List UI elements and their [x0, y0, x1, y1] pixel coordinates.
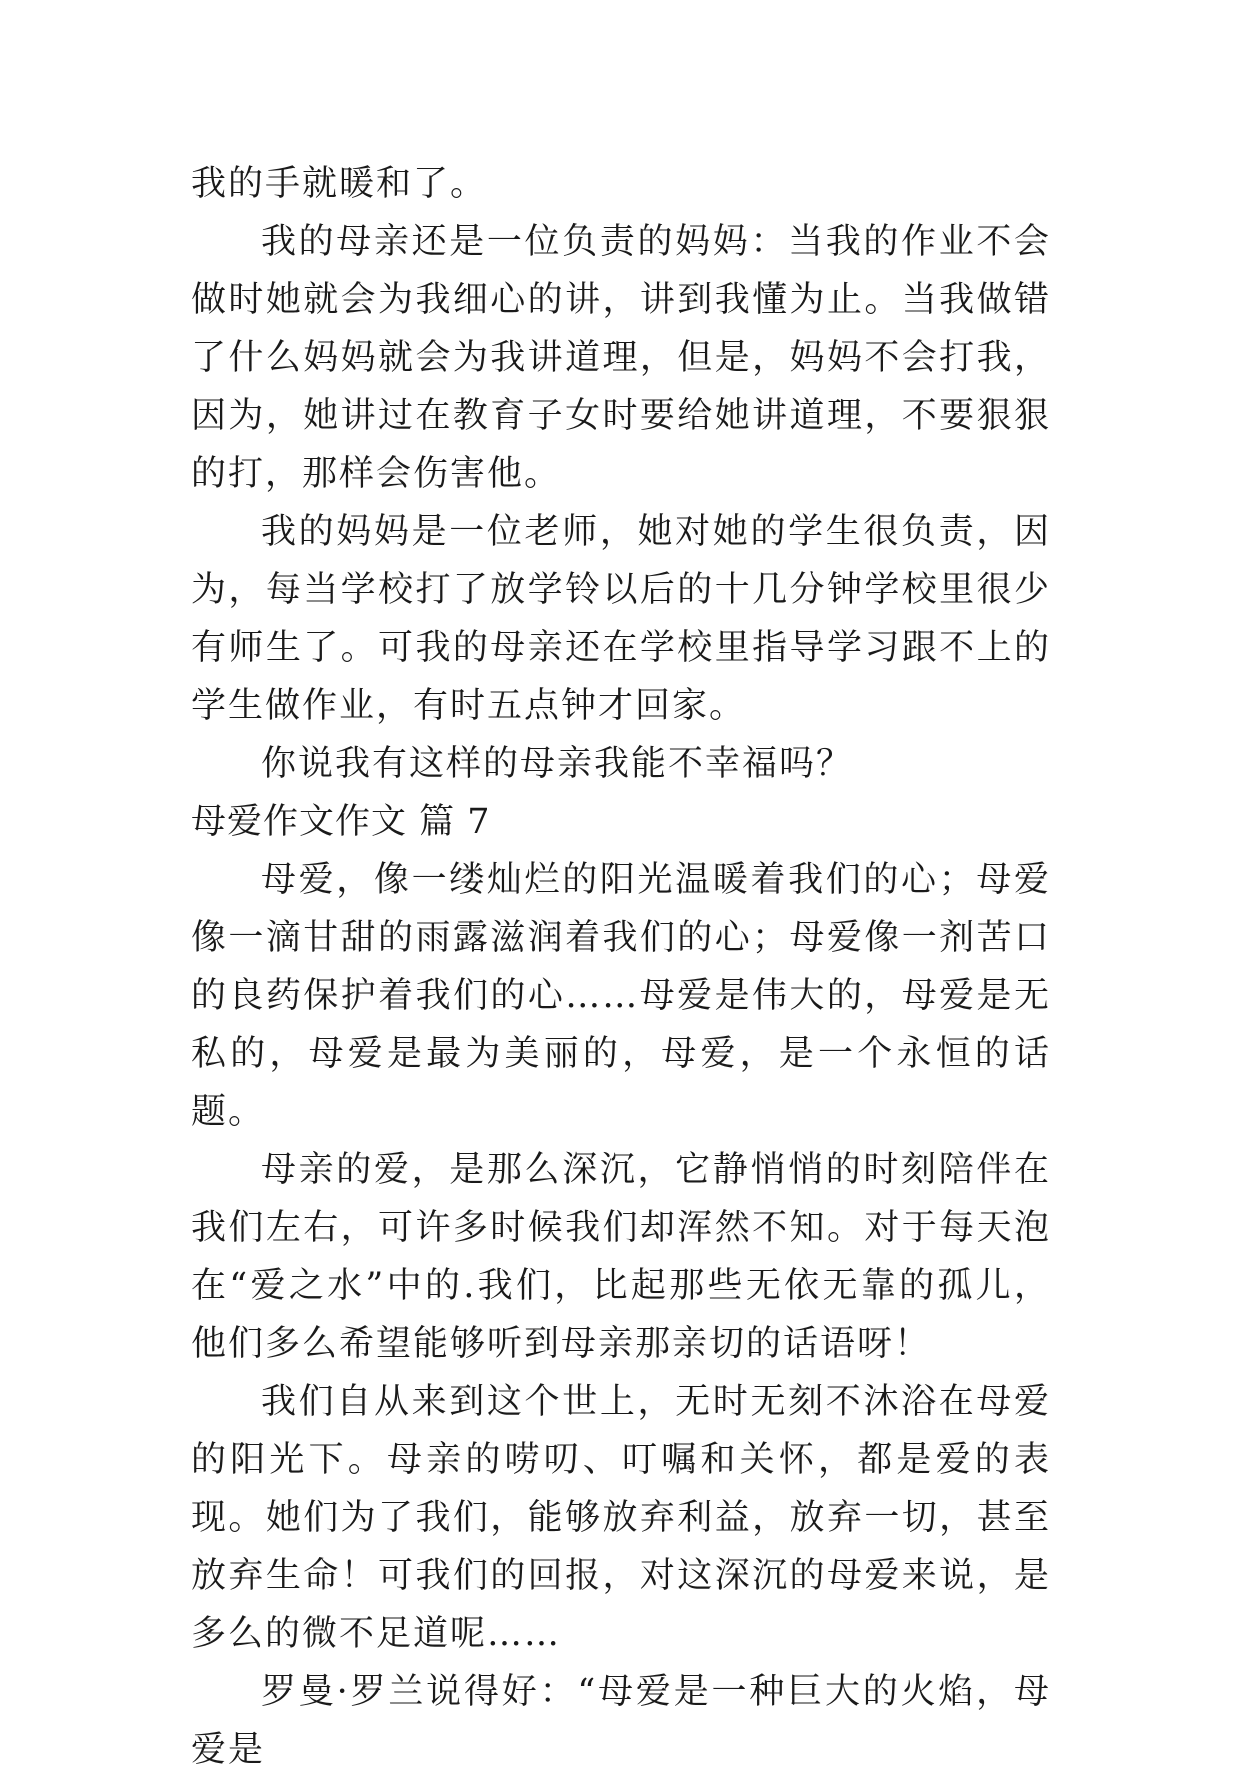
- paragraph: 母亲的爱，是那么深沉，它静悄悄的时刻陪伴在我们左右，可许多时候我们却浑然不知。对于每天泡在“爱之水”中的.我们，比起那些无依无靠的孤儿，他们多么希望能够听到母亲那亲切的话语呀！: [191, 1150, 1051, 1364]
- paragraph: 我们自从来到这个世上，无时无刻不沐浴在母爱的阳光下。母亲的唠叨、叮嘱和关怀，都是爱的表现。她们为了我们，能够放弃利益，放弃一切，甚至放弃生命！可我们的回报，对这深沉的母爱来说，是多么的微不足道呢……: [191, 1382, 1051, 1654]
- section-heading: 母爱作文作文 篇 7: [191, 802, 491, 842]
- document-body: [191, 155, 1051, 1779]
- paragraph: 我的妈妈是一位老师，她对她的学生很负责，因为，每当学校打了放学铃以后的十几分钟学校里很少有师生了。可我的母亲还在学校里指导学习跟不上的学生做作业，有时五点钟才回家。: [191, 512, 1051, 726]
- paragraph: 你说我有这样的母亲我能不幸福吗？: [261, 744, 854, 784]
- paragraph: 罗曼·罗兰说得好：“母爱是一种巨大的火焰，母爱是: [191, 1672, 1051, 1770]
- paragraph-continuation: 我的手就暖和了。: [191, 164, 488, 204]
- paragraph: 我的母亲还是一位负责的妈妈：当我的作业不会做时她就会为我细心的讲，讲到我懂为止。当我做错了什么妈妈就会为我讲道理，但是，妈妈不会打我，因为，她讲过在教育子女时要给她讲道理，不要狠狠的打，那样会伤害他。: [191, 222, 1051, 494]
- paragraph: 母爱，像一缕灿烂的阳光温暖着我们的心；母爱像一滴甘甜的雨露滋润着我们的心；母爱像一剂苦口的良药保护着我们的心……母爱是伟大的，母爱是无私的，母爱是最为美丽的，母爱，是一个永恒的话题。: [191, 860, 1051, 1132]
